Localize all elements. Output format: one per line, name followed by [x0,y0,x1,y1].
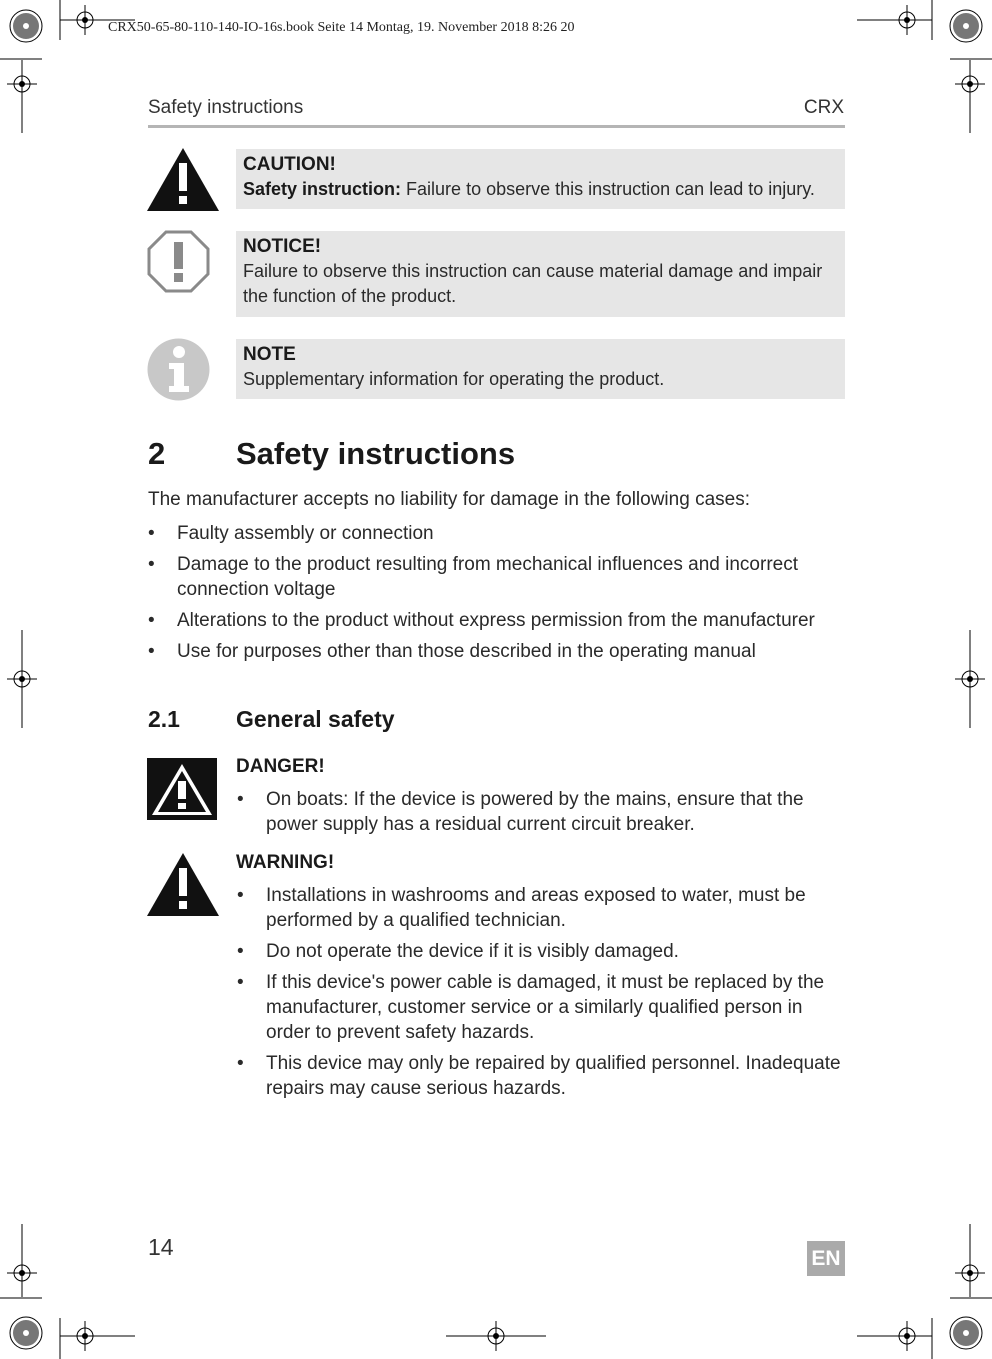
notice-text: Failure to observe this instruction can cause material damage and impair the function of the product. [243,261,823,306]
list-item: • Faulty assembly or connection [148,523,434,544]
running-header-section: Safety instructions [148,97,304,118]
note-text: Supplementary information for operating the product. [243,369,665,389]
list-item: • Alterations to the product without express permission from the manufacturer [148,610,815,631]
subsection-number: 2.1 [148,706,180,732]
caution-text: Failure to observe this instruction can lead to injury. [406,179,815,199]
danger-title: DANGER! [236,756,325,777]
print-info-line: CRX50-65-80-110-140-IO-16s.book Seite 14 Montag, 19. November 2018 8:26 20 [108,20,575,35]
danger-icon [147,758,217,820]
warning-triangle-icon [147,148,219,211]
list-item: • If this device's power cable is damaged, it must be replaced by the manufacturer, customer service or a similarly qualified person in order to prevent safety hazards. [237,972,825,1043]
subsection-title: General safety [236,706,395,732]
section-number: 2 [148,436,166,471]
list-item: • On boats: If the device is powered by the mains, ensure that the power supply has a residual current circuit breaker. [237,789,804,835]
notice-octagon-icon [147,230,210,293]
section-title: Safety instructions [236,436,516,471]
warning-triangle-icon [147,853,219,916]
list-item: • Use for purposes other than those described in the operating manual [148,641,756,662]
running-header-product: CRX [803,97,844,118]
caution-title: CAUTION! [243,154,336,175]
header-rule [148,125,845,128]
list-item: • This device may only be repaired by qualified personnel. Inadequate repairs may cause serious hazards. [237,1053,841,1099]
list-item: • Do not operate the device if it is visibly damaged. [237,941,679,962]
note-box [236,339,845,399]
page-number: 14 [148,1234,174,1260]
caution-box [236,149,845,209]
liability-list [148,521,837,670]
warning-title: WARNING! [236,852,335,873]
list-item: • Installations in washrooms and areas exposed to water, must be performed by a qualified technician. [237,885,806,931]
info-icon [147,338,210,401]
list-item: • Damage to the product resulting from mechanical influences and incorrect connection voltage [148,554,798,600]
danger-list [237,787,846,843]
liability-intro: The manufacturer accepts no liability for damage in the following cases: [148,489,750,510]
language-badge: EN [807,1241,845,1276]
caution-lead: Safety instruction: [243,179,402,199]
note-title: NOTE [243,344,296,365]
notice-box [236,231,845,317]
warning-list [237,883,846,1107]
notice-title: NOTICE! [243,236,322,257]
